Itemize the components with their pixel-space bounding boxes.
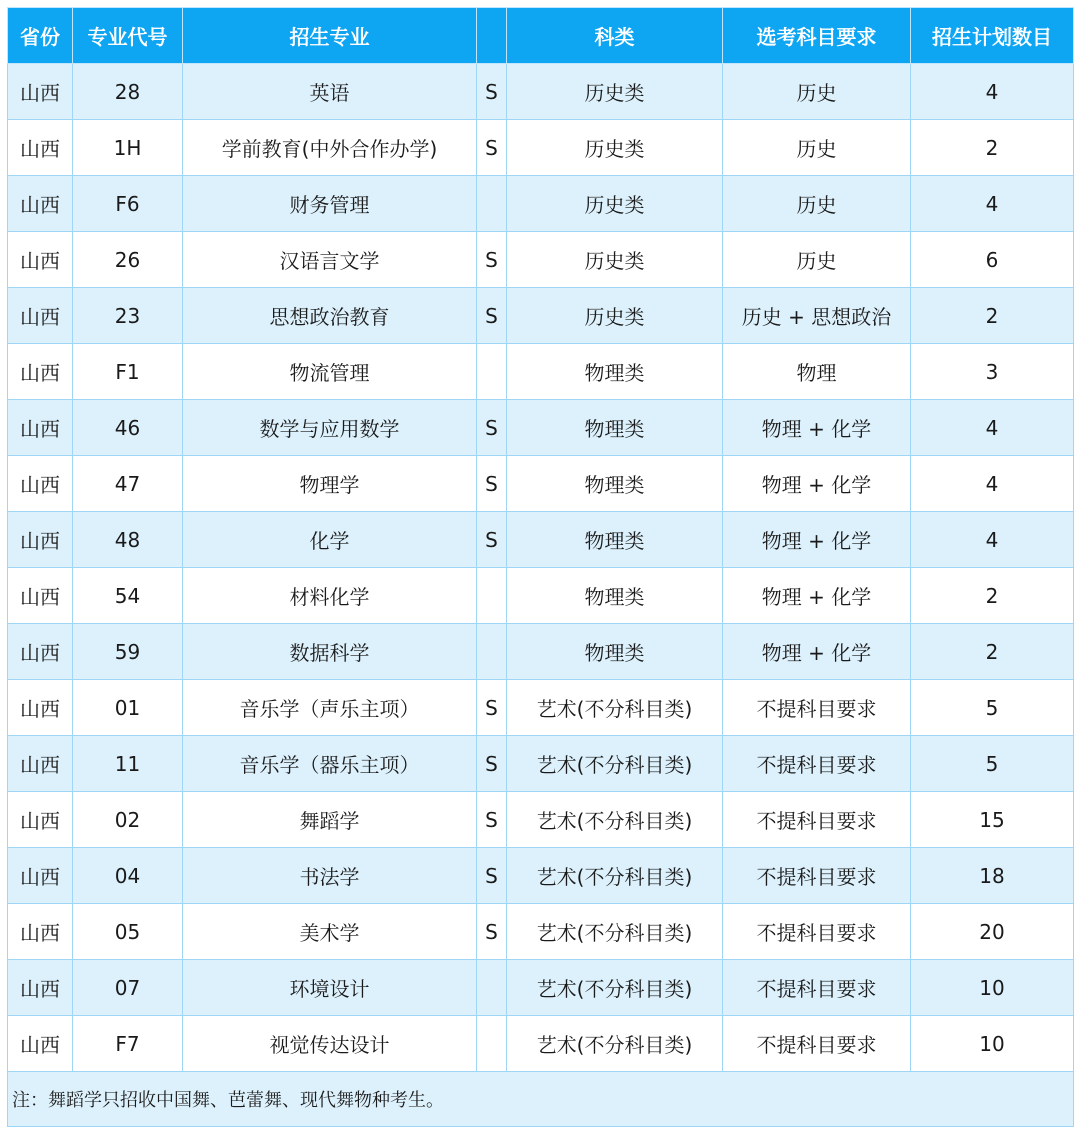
cell-category: 物理类 [507, 624, 723, 680]
header-requirement: 选考科目要求 [723, 8, 911, 64]
cell-province: 山西 [8, 344, 73, 400]
cell-major: 学前教育(中外合作办学) [183, 120, 477, 176]
cell-category: 历史类 [507, 176, 723, 232]
cell-code: 46 [73, 400, 183, 456]
cell-province: 山西 [8, 736, 73, 792]
cell-code: F1 [73, 344, 183, 400]
cell-code: 1H [73, 120, 183, 176]
cell-s-mark [477, 176, 507, 232]
header-code: 专业代号 [73, 8, 183, 64]
cell-requirement: 历史 [723, 176, 911, 232]
cell-requirement: 不提科目要求 [723, 792, 911, 848]
cell-plan: 18 [911, 848, 1074, 904]
cell-category: 物理类 [507, 456, 723, 512]
cell-province: 山西 [8, 456, 73, 512]
cell-code: 54 [73, 568, 183, 624]
cell-code: F7 [73, 1016, 183, 1072]
cell-s-mark [477, 568, 507, 624]
cell-requirement: 不提科目要求 [723, 960, 911, 1016]
cell-major: 物理学 [183, 456, 477, 512]
note-row [8, 1072, 1074, 1127]
cell-requirement: 历史 [723, 64, 911, 120]
cell-province: 山西 [8, 1016, 73, 1072]
cell-s-mark [477, 1016, 507, 1072]
cell-s-mark: S [477, 400, 507, 456]
cell-plan: 2 [911, 120, 1074, 176]
cell-code: 23 [73, 288, 183, 344]
cell-province: 山西 [8, 288, 73, 344]
cell-province: 山西 [8, 400, 73, 456]
cell-s-mark: S [477, 680, 507, 736]
cell-requirement: 物理 + 化学 [723, 512, 911, 568]
cell-category: 物理类 [507, 344, 723, 400]
cell-s-mark: S [477, 64, 507, 120]
cell-plan: 10 [911, 1016, 1074, 1072]
cell-province: 山西 [8, 512, 73, 568]
cell-category: 艺术(不分科目类) [507, 792, 723, 848]
header-province: 省份 [8, 8, 73, 64]
header-plan: 招生计划数目 [911, 8, 1074, 64]
header-major: 招生专业 [183, 8, 477, 64]
cell-s-mark: S [477, 848, 507, 904]
cell-plan: 5 [911, 680, 1074, 736]
header-s-mark [477, 8, 507, 64]
header-category: 科类 [507, 8, 723, 64]
cell-plan: 2 [911, 288, 1074, 344]
cell-category: 艺术(不分科目类) [507, 904, 723, 960]
cell-province: 山西 [8, 680, 73, 736]
cell-province: 山西 [8, 120, 73, 176]
cell-category: 物理类 [507, 512, 723, 568]
cell-plan: 20 [911, 904, 1074, 960]
cell-code: 59 [73, 624, 183, 680]
cell-s-mark: S [477, 792, 507, 848]
cell-plan: 2 [911, 568, 1074, 624]
table-row [8, 64, 1074, 120]
cell-province: 山西 [8, 568, 73, 624]
table-row [8, 568, 1074, 624]
cell-category: 艺术(不分科目类) [507, 1016, 723, 1072]
cell-major: 数学与应用数学 [183, 400, 477, 456]
cell-province: 山西 [8, 176, 73, 232]
table-row [8, 624, 1074, 680]
table-row [8, 792, 1074, 848]
cell-code: 26 [73, 232, 183, 288]
admission-table-container [7, 7, 1073, 1127]
cell-major: 化学 [183, 512, 477, 568]
cell-requirement: 不提科目要求 [723, 680, 911, 736]
cell-plan: 4 [911, 176, 1074, 232]
cell-category: 艺术(不分科目类) [507, 848, 723, 904]
admission-plan-table [7, 7, 1074, 1127]
cell-s-mark: S [477, 456, 507, 512]
table-row [8, 848, 1074, 904]
cell-s-mark: S [477, 232, 507, 288]
table-row [8, 232, 1074, 288]
cell-requirement: 不提科目要求 [723, 848, 911, 904]
table-row [8, 456, 1074, 512]
cell-province: 山西 [8, 960, 73, 1016]
table-row [8, 288, 1074, 344]
cell-plan: 4 [911, 64, 1074, 120]
cell-category: 历史类 [507, 64, 723, 120]
cell-code: 48 [73, 512, 183, 568]
cell-major: 思想政治教育 [183, 288, 477, 344]
cell-province: 山西 [8, 848, 73, 904]
cell-requirement: 不提科目要求 [723, 1016, 911, 1072]
cell-category: 物理类 [507, 400, 723, 456]
cell-requirement: 物理 [723, 344, 911, 400]
table-row [8, 400, 1074, 456]
cell-requirement: 历史 [723, 232, 911, 288]
table-row [8, 176, 1074, 232]
cell-plan: 15 [911, 792, 1074, 848]
cell-category: 历史类 [507, 120, 723, 176]
cell-plan: 4 [911, 456, 1074, 512]
cell-major: 物流管理 [183, 344, 477, 400]
table-row [8, 344, 1074, 400]
cell-category: 艺术(不分科目类) [507, 960, 723, 1016]
cell-major: 音乐学（器乐主项） [183, 736, 477, 792]
cell-s-mark [477, 344, 507, 400]
cell-category: 历史类 [507, 288, 723, 344]
cell-code: 07 [73, 960, 183, 1016]
cell-major: 数据科学 [183, 624, 477, 680]
cell-code: 11 [73, 736, 183, 792]
cell-plan: 4 [911, 512, 1074, 568]
cell-code: 04 [73, 848, 183, 904]
cell-requirement: 不提科目要求 [723, 736, 911, 792]
cell-requirement: 物理 + 化学 [723, 400, 911, 456]
cell-category: 历史类 [507, 232, 723, 288]
cell-requirement: 物理 + 化学 [723, 624, 911, 680]
cell-s-mark [477, 624, 507, 680]
cell-requirement: 不提科目要求 [723, 904, 911, 960]
cell-major: 视觉传达设计 [183, 1016, 477, 1072]
cell-plan: 2 [911, 624, 1074, 680]
cell-plan: 4 [911, 400, 1074, 456]
table-row [8, 120, 1074, 176]
cell-code: F6 [73, 176, 183, 232]
cell-province: 山西 [8, 624, 73, 680]
cell-category: 艺术(不分科目类) [507, 680, 723, 736]
cell-s-mark: S [477, 904, 507, 960]
cell-s-mark [477, 960, 507, 1016]
cell-category: 物理类 [507, 568, 723, 624]
table-row [8, 960, 1074, 1016]
cell-code: 05 [73, 904, 183, 960]
cell-s-mark: S [477, 736, 507, 792]
table-row [8, 512, 1074, 568]
cell-requirement: 物理 + 化学 [723, 456, 911, 512]
cell-province: 山西 [8, 904, 73, 960]
cell-requirement: 历史 + 思想政治 [723, 288, 911, 344]
cell-code: 01 [73, 680, 183, 736]
table-body [8, 64, 1074, 1072]
cell-major: 舞蹈学 [183, 792, 477, 848]
cell-major: 美术学 [183, 904, 477, 960]
table-row [8, 680, 1074, 736]
footnote: 注：舞蹈学只招收中国舞、芭蕾舞、现代舞物种考生。 [8, 1072, 1074, 1127]
cell-s-mark: S [477, 512, 507, 568]
cell-code: 02 [73, 792, 183, 848]
table-header-row [8, 8, 1074, 64]
cell-major: 音乐学（声乐主项） [183, 680, 477, 736]
cell-plan: 6 [911, 232, 1074, 288]
cell-s-mark: S [477, 288, 507, 344]
cell-major: 材料化学 [183, 568, 477, 624]
cell-code: 47 [73, 456, 183, 512]
cell-requirement: 物理 + 化学 [723, 568, 911, 624]
cell-major: 财务管理 [183, 176, 477, 232]
cell-plan: 5 [911, 736, 1074, 792]
cell-major: 环境设计 [183, 960, 477, 1016]
cell-province: 山西 [8, 64, 73, 120]
cell-plan: 10 [911, 960, 1074, 1016]
cell-category: 艺术(不分科目类) [507, 736, 723, 792]
cell-code: 28 [73, 64, 183, 120]
cell-s-mark: S [477, 120, 507, 176]
cell-major: 汉语言文学 [183, 232, 477, 288]
cell-major: 书法学 [183, 848, 477, 904]
cell-province: 山西 [8, 232, 73, 288]
cell-province: 山西 [8, 792, 73, 848]
table-row [8, 1016, 1074, 1072]
cell-requirement: 历史 [723, 120, 911, 176]
table-row [8, 904, 1074, 960]
cell-major: 英语 [183, 64, 477, 120]
cell-plan: 3 [911, 344, 1074, 400]
table-row [8, 736, 1074, 792]
